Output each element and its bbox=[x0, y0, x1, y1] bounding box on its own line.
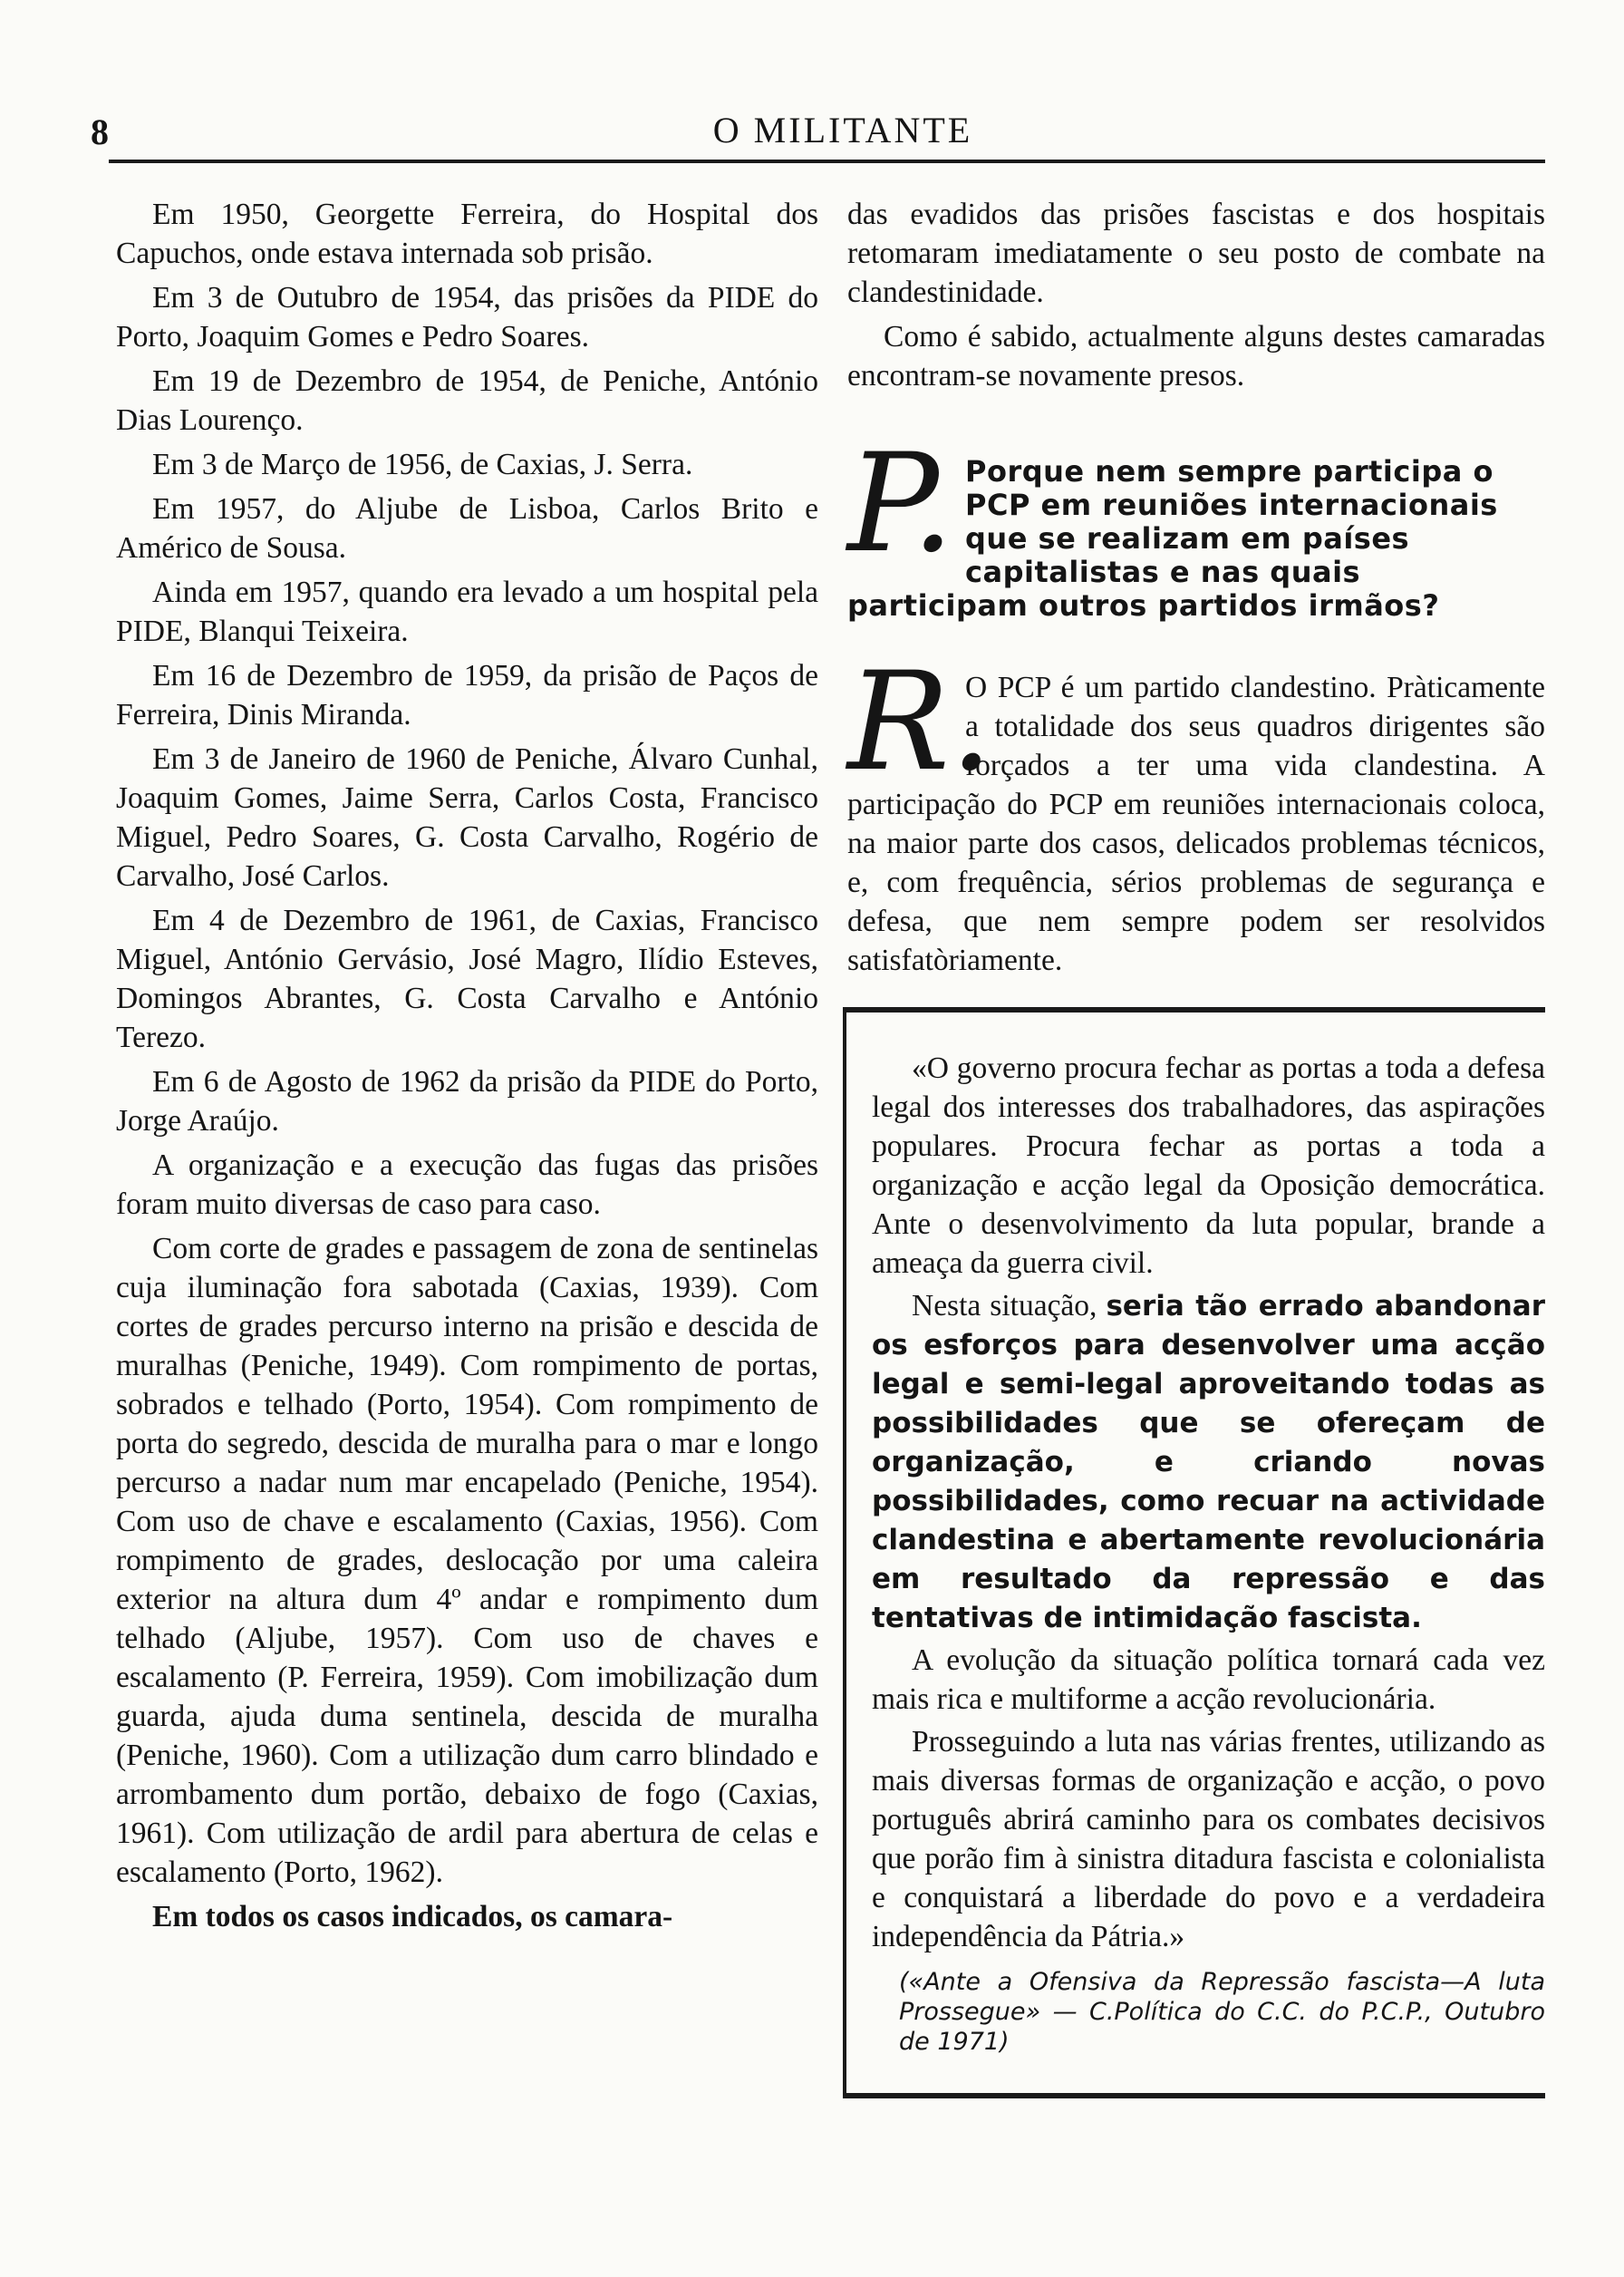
question-block bbox=[847, 425, 1545, 623]
paragraph-1957-hospital: Ainda em 1957, quando era levado a um hospital pela PIDE, Blanqui Teixeira. bbox=[116, 576, 818, 648]
paragraph-1950: Em 1950, Georgette Ferreira, do Hospital dos Capuchos, onde estava internada sob prisão. bbox=[116, 198, 818, 270]
quote-box bbox=[843, 1007, 1545, 2098]
paragraph-como-e-sabido: Como é sabido, actualmente alguns destes camaradas encontram-se novamente presos. bbox=[847, 320, 1545, 392]
paragraph-continuation: das evadidos das prisões fascistas e dos hospitais retomaram imediatamente o seu posto de combate na clandestinidade. bbox=[847, 198, 1545, 309]
paragraph-1954-peniche: Em 19 de Dezembro de 1954, de Peniche, António Dias Lourenço. bbox=[116, 364, 818, 437]
paragraph-metodos: Com corte de grades e passagem de zona de sentinelas cuja iluminação fora sabotada (Caxias, 1939). Com cortes de grades percurso interno na prisão e descida de muralhas (Peniche, 1949). Com rompimento de portas, sobrados e telhado (Porto, 1954). Com rompimento de porta do segredo, descida de muralha para o mar e longo percurso a nadar num mar encapelado (Peniche, 1954). Com uso de chave e escalamento (Caxias, 1956). Com rompimento de grades, deslocação por uma caleira exterior na altura dum 4º andar e rompimento dum telhado (Aljube, 1957). Com uso de chaves e escalamento (P. Ferreira, 1959). Com imobilização dum guarda, ajuda duma sentinela, descida de muralha (Peniche, 1960). Com a utilização dum carro blindado e arrombamento dum portão, debaixo de fogo (Caxias, 1961). Com utilização de ardil para abertura de celas e escalamento (Porto, 1962). bbox=[116, 1232, 818, 1889]
question-letter: P. bbox=[847, 425, 955, 583]
box-paragraph-2-lead: Nesta situação, bbox=[912, 1289, 1097, 1323]
answer-text: O PCP é um partido clandestino. Pràticamente a totalidade dos seus quadros dirigentes são forçados a ter uma vida clandestina. A participação do PCP em reuniões internacionais coloca, na maior parte dos casos, delicados problemas técnicos, e, com frequência, sérios problemas de segurança e defesa, que nem sempre podem ser resolvidos satisfatòriamente. bbox=[847, 671, 1545, 977]
box-paragraph-4: Prosseguindo a luta nas várias frentes, utilizando as mais diversas formas de organização e acção, o povo português abrirá caminho para os combates decisivos que porão fim à sinistra ditadura fascista e colonialista e conquistará a liberdade do povo e a verdadeira independência da Pátria.» bbox=[872, 1725, 1545, 1953]
left-column bbox=[116, 195, 818, 1942]
running-title: O MILITANTE bbox=[712, 110, 973, 150]
paragraph-1956: Em 3 de Março de 1956, de Caxias, J. Serra. bbox=[152, 448, 693, 481]
header-rule bbox=[109, 160, 1545, 163]
box-paragraph-1: «O governo procura fechar as portas a toda a defesa legal dos interesses dos trabalhadores, das aspirações populares. Procura fechar as portas a toda a organização e acção legal da Oposição democrática. Ante o desenvolvimento da luta popular, brande a ameaça da guerra civil. bbox=[872, 1051, 1545, 1280]
box-paragraph-3: A evolução da situação política tornará cada vez mais rica e multiforme a acção revolucionária. bbox=[872, 1643, 1545, 1716]
box-paragraph-2-bold: seria tão errado abandonar os esforços para desenvolver uma acção legal e semi-legal aproveitando todas as possibilidades que se ofereçam de organização, e criando novas possibilidades, como recuar na actividade clandestina e abertamente revolucionária em resultado da repressão e das tentativas de intimidação fascista. bbox=[872, 1290, 1546, 1634]
answer-letter: R. bbox=[847, 644, 993, 801]
paragraph-organizacao: A organização e a execução das fugas das prisões foram muito diversas de caso para caso. bbox=[116, 1148, 818, 1221]
answer-block bbox=[847, 644, 1545, 980]
paragraph-1957-aljube: Em 1957, do Aljube de Lisboa, Carlos Brito e Américo de Sousa. bbox=[116, 492, 818, 565]
right-column bbox=[847, 195, 1545, 2098]
paragraph-1960: Em 3 de Janeiro de 1960 de Peniche, Álvaro Cunhal, Joaquim Gomes, Jaime Serra, Carlos Costa, Francisco Miguel, Pedro Soares, G. Costa Carvalho, Rogério de Carvalho, José Carlos. bbox=[116, 742, 818, 893]
paragraph-todos-os-casos: Em todos os casos indicados, os camara- bbox=[152, 1900, 673, 1933]
box-citation: («Ante a Ofensiva da Repressão fascista—A luta Prossegue» — C.Política do C.C. do P.C.P., Outubro de 1971) bbox=[899, 1968, 1545, 2056]
page-number: 8 bbox=[91, 111, 109, 152]
paragraph-1961: Em 4 de Dezembro de 1961, de Caxias, Francisco Miguel, António Gervásio, José Magro, Ilídio Esteves, Domingos Abrantes, G. Costa Carvalho e António Terezo. bbox=[116, 904, 818, 1054]
box-paragraph-2 bbox=[872, 1286, 1545, 1637]
paragraph-1959: Em 16 de Dezembro de 1959, da prisão de Paços de Ferreira, Dinis Miranda. bbox=[116, 659, 818, 732]
question-text: Porque nem sempre participa o PCP em reuniões internacionais que se realizam em países capitalistas e nas quais participam outros partidos irmãos? bbox=[847, 454, 1498, 623]
paragraph-1962: Em 6 de Agosto de 1962 da prisão da PIDE do Porto, Jorge Araújo. bbox=[116, 1065, 818, 1138]
paragraph-1954-porto: Em 3 de Outubro de 1954, das prisões da PIDE do Porto, Joaquim Gomes e Pedro Soares. bbox=[116, 281, 818, 354]
